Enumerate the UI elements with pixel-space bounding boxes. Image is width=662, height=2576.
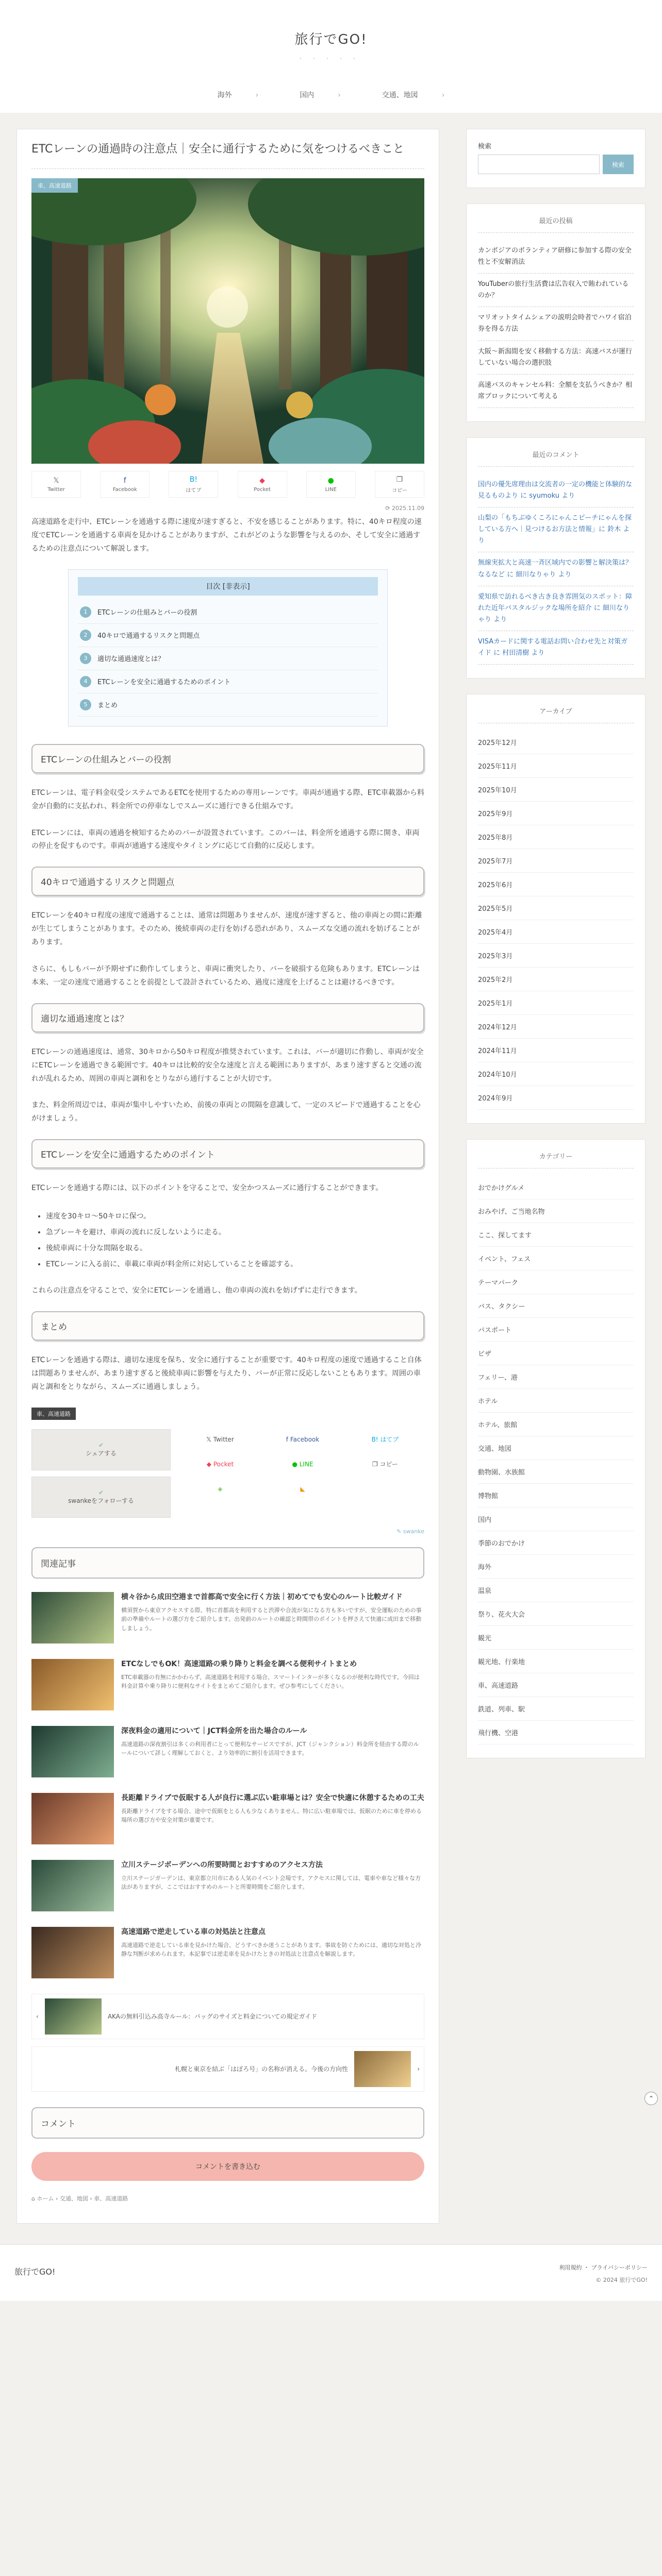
related-item[interactable]: 深夜料金の適用について｜JCT料金所を出た場合のルール 高速道路の深夜割引は多くの利用者にとって便利なサービスですが、JCT（ジャンクション）料金所を経由する際のルールについて詳しく理解しておくと、より効率的に割引を活用できます。	[31, 1726, 424, 1777]
section-heading: ETCレーンの仕組みとバーの役割	[31, 744, 424, 773]
footer-link[interactable]: プライバシーポリシー	[591, 2264, 648, 2271]
recent-comment-link[interactable]: 国内の優先席理由は交流者の一定の機能と体験的な見るものより に syumoku より	[478, 474, 634, 507]
write-comment-button[interactable]: コメントを書き込む	[31, 2152, 424, 2181]
archive-link[interactable]: 2025年10月	[478, 778, 634, 802]
related-item[interactable]: 高速道路で逆走している車の対処法と注意点 高速道路で逆走している車を見かけた場合、どうすべきか迷うことがあります。事故を防ぐためには、適切な対処と冷静な判断が求められます。本記事では逆走車を見かけたときの対処法と注意点を解説します。	[31, 1927, 424, 1978]
related-thumb	[31, 1726, 114, 1777]
related-thumb	[31, 1793, 114, 1844]
title-dots: ・・・・・	[297, 55, 365, 62]
recent-comment-link[interactable]: 無線実拡大と高速一斉区域内での影響と解決策は？なるなど に 細川なりゃり より	[478, 552, 634, 586]
share-toggle-button[interactable]: ✔ シェアする	[31, 1429, 171, 1470]
sidebar	[466, 129, 646, 1774]
related-thumb	[31, 1927, 114, 1978]
share-buttons-top	[31, 471, 424, 498]
archive-link[interactable]: 2025年5月	[478, 896, 634, 920]
recent-comments-widget	[466, 437, 646, 679]
follow-hatena-button[interactable]: B! はてブ	[371, 1435, 399, 1444]
tag-list	[31, 1408, 424, 1420]
category-link[interactable]: おでかけグルメ	[478, 1176, 634, 1199]
category-badge[interactable]: 車、高速道路	[31, 178, 78, 193]
next-post-link[interactable]: 札幌と東京を結ぶ「はぼろ号」の名称が消える。今後の方向性 ›	[31, 2046, 424, 2092]
toc-item[interactable]: 4 ETCレーンを安全に通過するためのポイント	[78, 670, 378, 693]
category-link[interactable]: イベント、フェス	[478, 1247, 634, 1270]
list-item: • 速度を30キロ〜50キロに保つ。	[46, 1209, 424, 1225]
category-link[interactable]: 温泉	[478, 1579, 634, 1602]
search-input[interactable]	[478, 155, 600, 174]
check-icon: ✔	[98, 1442, 104, 1449]
share-copy-button[interactable]: ❐ コピー	[375, 471, 424, 498]
archive-link[interactable]: 2025年8月	[478, 825, 634, 849]
follow-pocket-button[interactable]: ◆ Pocket	[206, 1460, 234, 1468]
copy-icon: ❐	[396, 475, 403, 484]
category-link[interactable]: 季節のおでかけ	[478, 1531, 634, 1555]
share-line-button[interactable]: ● LINE	[306, 471, 356, 498]
facebook-icon: f	[123, 476, 126, 485]
category-link[interactable]: 観光地、行楽地	[478, 1650, 634, 1673]
category-link[interactable]: 国内	[478, 1507, 634, 1531]
recent-comment-link[interactable]: VISAカードに関する電話お問い合わせ先と対策ガイド に 村田清樹 より	[478, 631, 634, 665]
section-heading: 40キロで通過するリスクと問題点	[31, 867, 424, 896]
search-button[interactable]: 検索	[603, 155, 634, 174]
category-link[interactable]: 動物園、水族館	[478, 1460, 634, 1484]
share-facebook-button[interactable]: f Facebook	[100, 471, 150, 498]
post-pager	[31, 1994, 424, 2092]
nav-item-domestic[interactable]: 国内 ›	[300, 91, 341, 99]
breadcrumb-item[interactable]: 車、高速道路	[94, 2195, 128, 2202]
forest-illustration	[31, 178, 424, 464]
category-link[interactable]: 飛行機、空港	[478, 1721, 634, 1744]
scroll-top-button[interactable]	[644, 2092, 658, 2105]
rss-button[interactable]	[263, 1479, 342, 1499]
related-item[interactable]: 立川ステージボーデンへの所要時間とおすすめのアクセス方法 立川ステージガーデンは、東京都立川市にある人気のイベント会場です。アクセスに関しては、電車や車など様々な方法がありますが、ここではおすすめのルートと所要時間をご紹介します。	[31, 1860, 424, 1911]
tag-link[interactable]: 車、高速道路	[31, 1408, 76, 1420]
related-thumb	[31, 1659, 114, 1710]
paragraph: これらの注意点を守ることで、安全にETCレーンを通過し、他の車両の流れを妨げずに走行できます。	[31, 1286, 362, 1295]
widget-title: カテゴリー	[478, 1151, 634, 1168]
comment-heading: コメント	[31, 2107, 424, 2139]
toc-item[interactable]: 1 ETCレーンの仕組みとバーの役割	[78, 601, 378, 624]
list-item: • ETCレーンに入る前に、車載に車両が料金所に対応していることを確認する。	[46, 1257, 424, 1273]
main-article	[16, 129, 439, 2224]
footer-link[interactable]: 利用規約	[559, 2264, 582, 2271]
paragraph: ETCレーンを通過する際は、適切な速度を保ち、安全に通行することが重要です。40キロ程度の速度で通過すること自体は問題ありませんが、あまり速すぎると後続車両に影響を与えたり、バーが正常に反応しないこともあります。周囲の車両と調和をとりながら、スムーズに通過しましょう。	[31, 1356, 422, 1391]
category-link[interactable]: 車、高速道路	[478, 1673, 634, 1697]
related-item[interactable]: 横々谷から成田空港まで首都高で安全に行く方法｜初めてでも安心のルート比較ガイド 横須賀から東京アクセスする際、特に首都高を利用すると渋滞や合流が気になる方も多いですが、安全運転のための事前の準備やルートの選び方をご紹介します。出発前のルートの確認と時間帯のポイントを押さえて快適に成田まで移動しましょう。	[31, 1592, 424, 1643]
share-follow-box	[31, 1429, 424, 1524]
feedly-icon: ◈	[218, 1485, 223, 1493]
recent-post-link[interactable]: 大阪〜新潟間を安く移動する方法：高速バスが運行していない場合の選択肢	[478, 341, 634, 375]
eyecatch-image	[31, 178, 424, 464]
section-heading: ETCレーンを安全に通過するためのポイント	[31, 1139, 424, 1168]
archive-link[interactable]: 2025年4月	[478, 920, 634, 944]
widget-title: アーカイブ	[478, 706, 634, 723]
nav-item-overseas[interactable]: 海外 ›	[217, 91, 259, 99]
global-nav	[0, 63, 662, 100]
archive-link[interactable]: 2025年1月	[478, 991, 634, 1015]
pocket-icon: ◆	[259, 476, 265, 485]
related-item[interactable]: ETCなしでもOK！高速道路の乗り降りと料金を調べる便利サイトまとめ ETC車載器の有無にかかわらず、高速道路を利用する場合、スマートインターが多くなるのが便利な時代です。今回は料金計算や乗り降りに便利なサイトをまとめてご紹介します。ぜひ参考にしてください。	[31, 1659, 424, 1710]
category-link[interactable]: おみやげ、ご当地名物	[478, 1199, 634, 1223]
breadcrumb-item[interactable]: 交通、地図	[59, 2195, 88, 2202]
archive-link[interactable]: 2025年12月	[478, 731, 634, 754]
follow-copy-button[interactable]: ❐ コピー	[372, 1460, 399, 1468]
archive-link[interactable]: 2025年6月	[478, 873, 634, 896]
archive-link[interactable]: 2025年3月	[478, 944, 634, 968]
archive-link[interactable]: 2025年9月	[478, 802, 634, 825]
hatena-icon: B!	[189, 475, 197, 484]
related-item[interactable]: 長距離ドライブで仮眠する人が良行に選ぶ広い駐車場とは？安全で快適に休憩するための工夫 長距離ドライブをする場合、途中で仮眠をとる人も少なくありません。特に広い駐車場では、仮眠のために車を停める場所の選び方や安全対策が重要です。	[31, 1793, 424, 1844]
toc-item[interactable]: 5 まとめ	[78, 693, 378, 717]
archive-link[interactable]: 2024年9月	[478, 1086, 634, 1110]
category-widget	[466, 1139, 646, 1758]
category-link[interactable]: テーマパーク	[478, 1270, 634, 1294]
section-heading: 適切な通過速度とは？	[31, 1003, 424, 1032]
site-footer	[0, 2244, 662, 2301]
follow-line-button[interactable]: ● LINE	[292, 1460, 313, 1468]
table-of-contents	[68, 569, 388, 726]
site-header	[0, 0, 662, 113]
category-link[interactable]: 博物館	[478, 1484, 634, 1507]
category-link[interactable]: ホテル、旅館	[478, 1413, 634, 1436]
category-link[interactable]: ビザ	[478, 1342, 634, 1365]
list-item: • 後続車両に十分な間隔を取る。	[46, 1241, 424, 1257]
category-link[interactable]: フェリー、港	[478, 1365, 634, 1389]
nav-item-transport[interactable]: 交通、地図 ›	[382, 91, 445, 99]
toc-title[interactable]: 目次 [非表示]	[78, 577, 378, 596]
recent-post-link[interactable]: マリオットタイムシェアの説明会時者でハワイ宿泊券を得る方法	[478, 307, 634, 341]
category-link[interactable]: 鉄道、列車、駅	[478, 1697, 634, 1721]
archive-link[interactable]: 2025年7月	[478, 849, 634, 873]
recent-post-link[interactable]: カンボジアのボランティア研修に参加する際の安全性と不安解消法	[478, 240, 634, 274]
archive-link[interactable]: 2024年10月	[478, 1062, 634, 1086]
arrow-up-icon: ⌃	[648, 2095, 654, 2102]
category-link[interactable]: 海外	[478, 1555, 634, 1579]
category-link[interactable]: バス、タクシー	[478, 1294, 634, 1318]
category-link[interactable]: 観光	[478, 1626, 634, 1650]
line-icon: ●	[327, 476, 334, 485]
search-widget	[466, 129, 646, 188]
feedly-button[interactable]	[181, 1479, 259, 1499]
post-date: ⟳ 2025.11.09	[385, 505, 424, 512]
footer-links: 利用規約 ・ プライバシーポリシー	[559, 2264, 648, 2271]
chevron-right-icon: ›	[417, 2065, 420, 2073]
author-link[interactable]: ✎ swanke	[396, 1528, 424, 1535]
toc-item[interactable]: 2 40キロで通過するリスクと問題点	[78, 624, 378, 647]
follow-facebook-button[interactable]: f Facebook	[286, 1435, 320, 1443]
toc-item[interactable]: 3 適切な通過速度とは？	[78, 647, 378, 670]
footer-site-title[interactable]: 旅行でGO!	[14, 2266, 56, 2277]
chevron-right-icon: ›	[338, 91, 341, 99]
category-link[interactable]: 祭り、花火大会	[478, 1602, 634, 1626]
rss-icon: ◣	[300, 1485, 305, 1493]
article-title: ETCレーンの通過時の注意点｜安全に通行するために気をつけるべきこと	[31, 141, 424, 169]
paragraph: ETCレーンを40キロ程度の速度で通過することは、通常は問題ありませんが、速度が速すぎると、他の車両との間に距離が生じてしまうことがあります。そのため、後続車両の走行を妨げる恐れがあり、スムーズな交通の流れを妨げることがあります。	[31, 911, 422, 947]
follow-button[interactable]: ✔ swankeをフォローする	[31, 1477, 171, 1518]
section-heading: まとめ	[31, 1311, 424, 1341]
paragraph: ETCレーンの通過速度は、通常、30キロから50キロ程度が推奨されています。これは、バーが適切に作動し、車両が安全にETCレーンを通過できる範囲です。40キロは比較的安全な速度と言える範囲にありますが、あまり速すぎると交通の流れが乱れるため、周囲の車両と調和をとりながら通行することが大切です。	[31, 1047, 424, 1083]
share-pocket-button[interactable]: ◆ Pocket	[238, 471, 287, 498]
archive-link[interactable]: 2025年2月	[478, 968, 634, 991]
x-icon: 𝕏	[53, 476, 59, 485]
category-link[interactable]: ここ、探してます	[478, 1223, 634, 1247]
recent-posts-widget	[466, 204, 646, 422]
follow-twitter-button[interactable]: 𝕏 Twitter	[206, 1435, 234, 1443]
widget-title: 最近のコメント	[478, 449, 634, 467]
chevron-left-icon: ‹	[36, 2012, 39, 2020]
share-hatena-button[interactable]: B! はてブ	[169, 471, 218, 498]
recent-comment-link[interactable]: 山梨の「もちぶゆくころにゃんこピーチにゃんを探している方へ｜見つけるお方法と情報」に 鈴木 より	[478, 507, 634, 552]
category-link[interactable]: 交通、地図	[478, 1436, 634, 1460]
home-icon: ⌂	[31, 2195, 35, 2202]
widget-title: 最近の投稿	[478, 215, 634, 233]
category-link[interactable]: ホテル	[478, 1389, 634, 1413]
paragraph: また、料金所周辺では、車両が集中しやすいため、前後の車両との間隔を意識して、一定のスピードで通過することを心がけましょう。	[31, 1101, 421, 1123]
related-heading: 関連記事	[31, 1547, 424, 1579]
recent-post-link[interactable]: 高速バスのキャンセル料：全額を支払うべきか？相席ブロックについて考える	[478, 375, 634, 408]
paragraph: さらに、もしもバーが予期せずに動作してしまうと、車両に衝突したり、バーを破損する危険もあります。ETCレーンは本来、一定の速度で通過することを前提として設計されているため、過度に速度を上げることは避けるべきです。	[31, 965, 420, 987]
recent-comment-link[interactable]: 愛知県で訪れるべき古き良き雰囲気のスポット：障れた近年バスタルジックな場所を紹介 に 細川なりゃり より	[478, 586, 634, 631]
breadcrumb-item[interactable]: ホーム	[37, 2195, 54, 2202]
paragraph: ETCレーンには、車両の通過を検知するためのバーが設置されています。このバーは、料金所を通過する際に開き、車両の停止を促すものです。車両が通過する速度やタイミングに応じて自動的に反応します。	[31, 828, 420, 851]
intro-text: 高速道路を走行中、ETCレーンを通過する際に速度が速すぎると、不安を感じることがあります。特に、40キロ程度の速度でETCレーンを通過する車両を見かけることがありますが、これがどのような影響を与えるのか、そして安全に通過するための注意点について解説します。	[31, 518, 422, 553]
recent-post-link[interactable]: YouTuberの旅行生活費は広告収入で賄われているのか？	[478, 274, 634, 307]
copyright: © 2024 旅行でGO!	[595, 2276, 648, 2283]
site-title[interactable]: 旅行でGO!	[294, 32, 368, 47]
related-thumb	[31, 1860, 114, 1911]
search-label: 検索	[478, 143, 492, 150]
chevron-right-icon: ›	[255, 91, 259, 99]
archive-link[interactable]: 2024年11月	[478, 1039, 634, 1062]
list-item: • 急ブレーキを避け、車両の流れに反しないように走る。	[46, 1225, 424, 1241]
chevron-right-icon: ›	[441, 91, 445, 99]
archive-link[interactable]: 2025年11月	[478, 754, 634, 778]
paragraph: ETCレーンは、電子料金収受システムであるETCを使用するための専用レーンです。車両が通過する際、ETC車載器から料金が自動的に支払われ、料金所での停車なしでスムーズに通行できる仕組みです。	[31, 788, 424, 810]
archive-widget	[466, 694, 646, 1124]
archive-link[interactable]: 2024年12月	[478, 1015, 634, 1039]
related-thumb	[31, 1592, 114, 1643]
paragraph: ETCレーンを通過する際には、以下のポイントを守ることで、安全かつスムーズに通行することができます。	[31, 1184, 383, 1193]
points-list	[46, 1209, 424, 1272]
check-icon: ✔	[98, 1489, 104, 1497]
share-twitter-button[interactable]: 𝕏 Twitter	[31, 471, 81, 498]
category-link[interactable]: パスポート	[478, 1318, 634, 1342]
breadcrumb: ⌂ ホーム › 交通、地図 › 車、高速道路	[31, 2195, 128, 2202]
prev-post-link[interactable]: ‹ AKAの無料引込み高寺ルール：バッグのサイズと料金についての規定ガイド	[31, 1994, 424, 2039]
